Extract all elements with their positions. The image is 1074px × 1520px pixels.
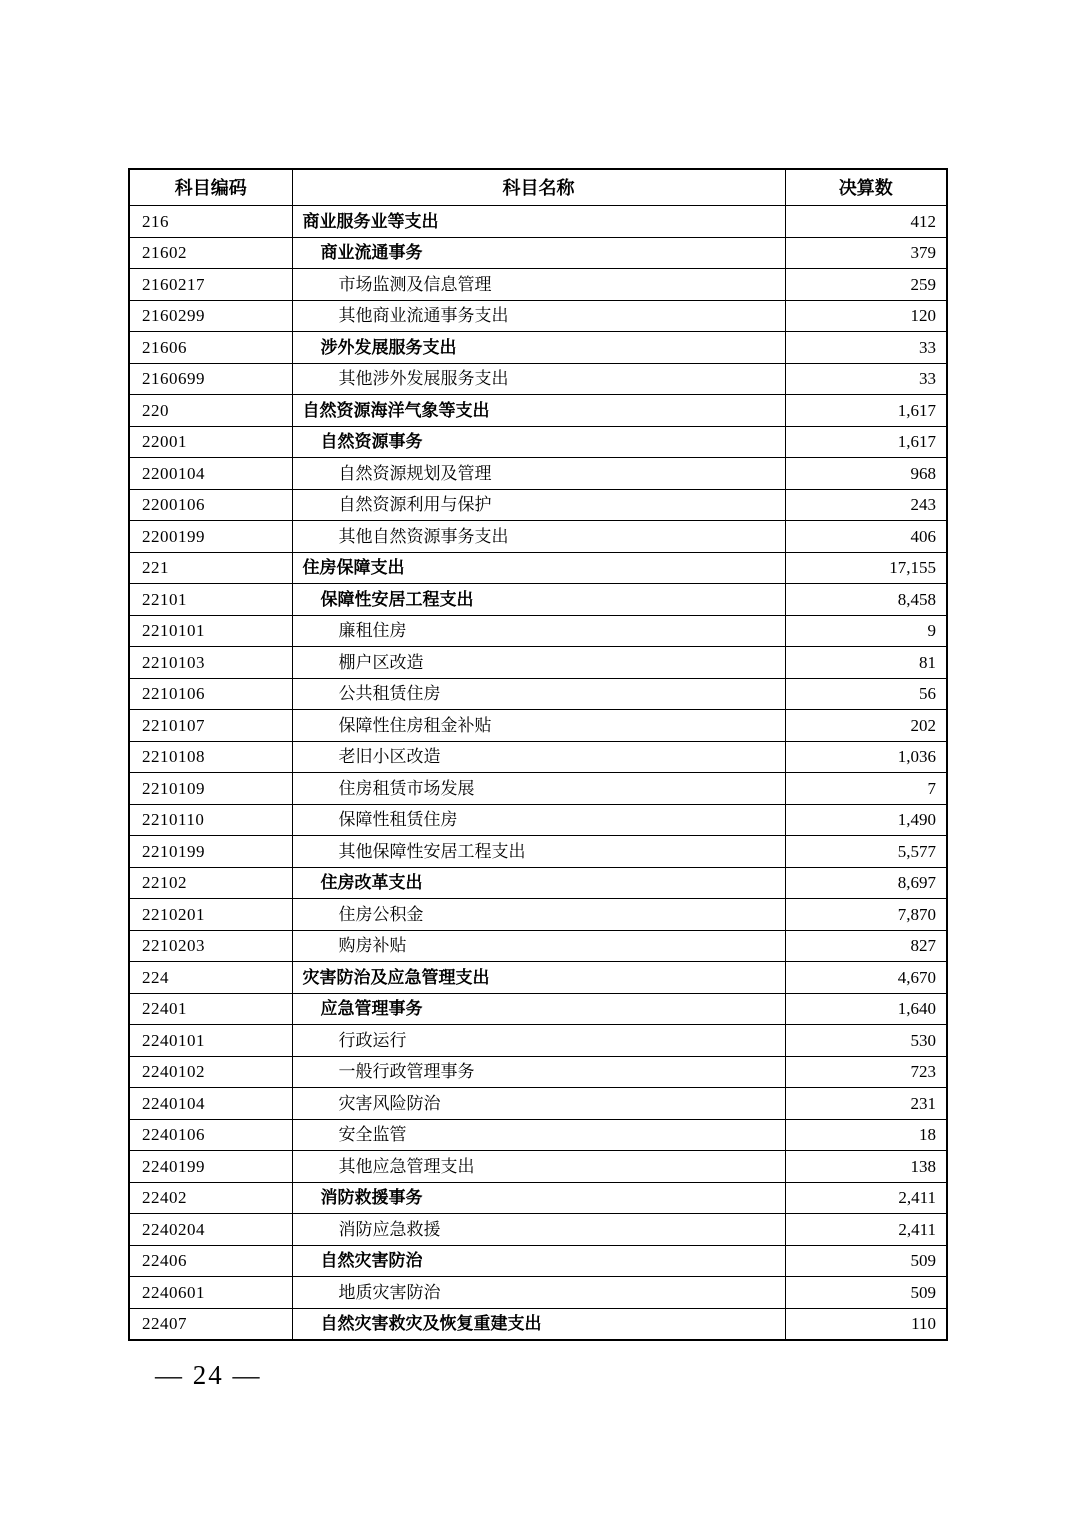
subject-code-cell: 22001	[129, 426, 292, 458]
subject-code-cell: 2210201	[129, 899, 292, 931]
subject-code-cell: 220	[129, 395, 292, 427]
subject-code-cell: 2160299	[129, 300, 292, 332]
table-row	[129, 206, 947, 238]
subject-name-cell: 自然资源海洋气象等支出	[292, 395, 785, 427]
value-cell: 243	[785, 489, 947, 521]
table-body	[129, 206, 947, 1340]
table-row	[129, 395, 947, 427]
budget-table	[128, 168, 948, 1341]
value-cell: 231	[785, 1088, 947, 1120]
subject-name-cell: 涉外发展服务支出	[292, 332, 785, 364]
value-cell: 81	[785, 647, 947, 679]
subject-code-cell: 21606	[129, 332, 292, 364]
subject-name-cell: 商业流通事务	[292, 237, 785, 269]
subject-code-cell: 2240199	[129, 1151, 292, 1183]
value-cell: 968	[785, 458, 947, 490]
header-subject-name: 科目名称	[292, 169, 785, 206]
table-row	[129, 836, 947, 868]
value-cell: 33	[785, 363, 947, 395]
value-cell: 110	[785, 1308, 947, 1340]
subject-name-cell: 消防救援事务	[292, 1182, 785, 1214]
table-row	[129, 741, 947, 773]
value-cell: 56	[785, 678, 947, 710]
subject-name-cell: 购房补贴	[292, 930, 785, 962]
value-cell: 406	[785, 521, 947, 553]
subject-name-cell: 保障性租赁住房	[292, 804, 785, 836]
value-cell: 8,697	[785, 867, 947, 899]
subject-name-cell: 自然资源事务	[292, 426, 785, 458]
subject-code-cell: 22407	[129, 1308, 292, 1340]
table-row	[129, 269, 947, 301]
value-cell: 1,617	[785, 426, 947, 458]
subject-name-cell: 住房租赁市场发展	[292, 773, 785, 805]
subject-name-cell: 老旧小区改造	[292, 741, 785, 773]
value-cell: 2,411	[785, 1182, 947, 1214]
value-cell: 412	[785, 206, 947, 238]
table-row	[129, 615, 947, 647]
subject-code-cell: 2200199	[129, 521, 292, 553]
value-cell: 379	[785, 237, 947, 269]
subject-name-cell: 其他涉外发展服务支出	[292, 363, 785, 395]
subject-name-cell: 市场监测及信息管理	[292, 269, 785, 301]
value-cell: 1,036	[785, 741, 947, 773]
table-row	[129, 867, 947, 899]
value-cell: 18	[785, 1119, 947, 1151]
table-row	[129, 521, 947, 553]
value-cell: 723	[785, 1056, 947, 1088]
table-row	[129, 1025, 947, 1057]
table-row	[129, 899, 947, 931]
table-row	[129, 1245, 947, 1277]
subject-name-cell: 住房改革支出	[292, 867, 785, 899]
table-row	[129, 332, 947, 364]
subject-code-cell: 224	[129, 962, 292, 994]
subject-name-cell: 其他商业流通事务支出	[292, 300, 785, 332]
subject-code-cell: 2210106	[129, 678, 292, 710]
value-cell: 509	[785, 1245, 947, 1277]
table-row	[129, 584, 947, 616]
value-cell: 7,870	[785, 899, 947, 931]
subject-name-cell: 行政运行	[292, 1025, 785, 1057]
subject-name-cell: 一般行政管理事务	[292, 1056, 785, 1088]
table-row	[129, 1182, 947, 1214]
value-cell: 17,155	[785, 552, 947, 584]
value-cell: 1,490	[785, 804, 947, 836]
value-cell: 9	[785, 615, 947, 647]
subject-code-cell: 216	[129, 206, 292, 238]
table-row	[129, 710, 947, 742]
table-row	[129, 1277, 947, 1309]
subject-code-cell: 21602	[129, 237, 292, 269]
subject-name-cell: 住房保障支出	[292, 552, 785, 584]
table-row	[129, 1088, 947, 1120]
subject-name-cell: 其他保障性安居工程支出	[292, 836, 785, 868]
subject-name-cell: 自然灾害救灾及恢复重建支出	[292, 1308, 785, 1340]
subject-code-cell: 2200104	[129, 458, 292, 490]
subject-code-cell: 2160699	[129, 363, 292, 395]
header-final-amount: 决算数	[785, 169, 947, 206]
subject-name-cell: 棚户区改造	[292, 647, 785, 679]
table-row	[129, 300, 947, 332]
value-cell: 530	[785, 1025, 947, 1057]
table-row	[129, 489, 947, 521]
subject-name-cell: 应急管理事务	[292, 993, 785, 1025]
table-row	[129, 1151, 947, 1183]
subject-name-cell: 灾害风险防治	[292, 1088, 785, 1120]
value-cell: 120	[785, 300, 947, 332]
subject-code-cell: 22102	[129, 867, 292, 899]
value-cell: 1,617	[785, 395, 947, 427]
subject-code-cell: 2210110	[129, 804, 292, 836]
table-row	[129, 1119, 947, 1151]
subject-code-cell: 2160217	[129, 269, 292, 301]
table-header	[129, 169, 947, 206]
subject-code-cell: 2210107	[129, 710, 292, 742]
subject-name-cell: 其他自然资源事务支出	[292, 521, 785, 553]
subject-name-cell: 灾害防治及应急管理支出	[292, 962, 785, 994]
subject-name-cell: 廉租住房	[292, 615, 785, 647]
value-cell: 509	[785, 1277, 947, 1309]
subject-code-cell: 2240601	[129, 1277, 292, 1309]
subject-name-cell: 住房公积金	[292, 899, 785, 931]
table-row	[129, 962, 947, 994]
subject-code-cell: 22401	[129, 993, 292, 1025]
table-row	[129, 647, 947, 679]
subject-name-cell: 其他应急管理支出	[292, 1151, 785, 1183]
subject-name-cell: 安全监管	[292, 1119, 785, 1151]
subject-code-cell: 2240104	[129, 1088, 292, 1120]
table-row	[129, 678, 947, 710]
table-row	[129, 930, 947, 962]
subject-code-cell: 22402	[129, 1182, 292, 1214]
subject-code-cell: 2210101	[129, 615, 292, 647]
page-number: — 24 —	[155, 1360, 262, 1390]
table-row	[129, 1308, 947, 1340]
value-cell: 5,577	[785, 836, 947, 868]
value-cell: 827	[785, 930, 947, 962]
subject-code-cell: 2210103	[129, 647, 292, 679]
header-subject-code: 科目编码	[129, 169, 292, 206]
subject-code-cell: 22406	[129, 1245, 292, 1277]
value-cell: 259	[785, 269, 947, 301]
subject-name-cell: 自然灾害防治	[292, 1245, 785, 1277]
subject-name-cell: 自然资源规划及管理	[292, 458, 785, 490]
subject-code-cell: 2210109	[129, 773, 292, 805]
value-cell: 33	[785, 332, 947, 364]
table-row	[129, 363, 947, 395]
subject-name-cell: 地质灾害防治	[292, 1277, 785, 1309]
table-row	[129, 1056, 947, 1088]
subject-code-cell: 2210108	[129, 741, 292, 773]
subject-name-cell: 公共租赁住房	[292, 678, 785, 710]
value-cell: 138	[785, 1151, 947, 1183]
value-cell: 2,411	[785, 1214, 947, 1246]
subject-code-cell: 2210199	[129, 836, 292, 868]
value-cell: 7	[785, 773, 947, 805]
value-cell: 4,670	[785, 962, 947, 994]
table-row	[129, 804, 947, 836]
subject-name-cell: 保障性住房租金补贴	[292, 710, 785, 742]
subject-name-cell: 自然资源利用与保护	[292, 489, 785, 521]
value-cell: 8,458	[785, 584, 947, 616]
subject-code-cell: 2240204	[129, 1214, 292, 1246]
table-row	[129, 237, 947, 269]
value-cell: 1,640	[785, 993, 947, 1025]
subject-code-cell: 2240102	[129, 1056, 292, 1088]
table-row	[129, 773, 947, 805]
subject-name-cell: 消防应急救援	[292, 1214, 785, 1246]
value-cell: 202	[785, 710, 947, 742]
table-row	[129, 1214, 947, 1246]
subject-name-cell: 保障性安居工程支出	[292, 584, 785, 616]
table-row	[129, 993, 947, 1025]
table-row	[129, 458, 947, 490]
subject-code-cell: 221	[129, 552, 292, 584]
table-row	[129, 426, 947, 458]
table-header-row	[129, 169, 947, 206]
subject-code-cell: 2240101	[129, 1025, 292, 1057]
subject-code-cell: 2210203	[129, 930, 292, 962]
table-row	[129, 552, 947, 584]
subject-name-cell: 商业服务业等支出	[292, 206, 785, 238]
subject-code-cell: 2240106	[129, 1119, 292, 1151]
subject-code-cell: 22101	[129, 584, 292, 616]
subject-code-cell: 2200106	[129, 489, 292, 521]
